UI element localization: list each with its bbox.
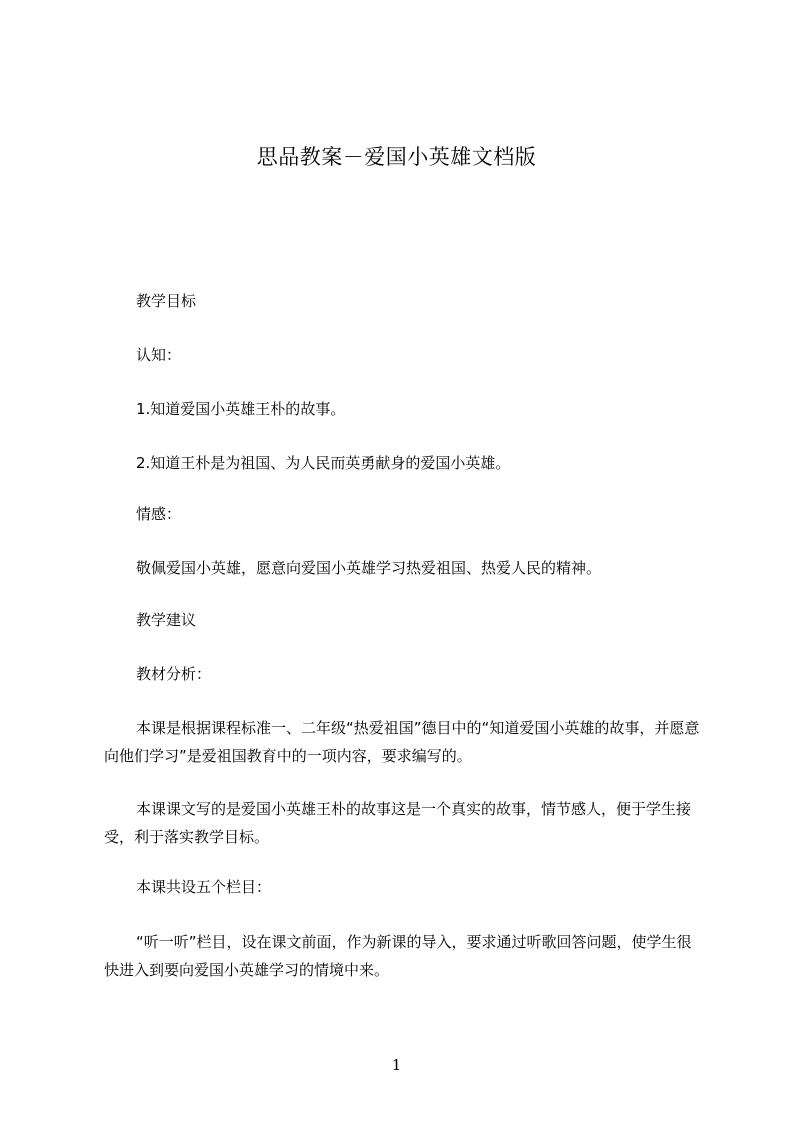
label-emotion: 情感： — [136, 505, 182, 523]
label-cognition: 认知： — [136, 346, 182, 364]
heading-teaching-suggestions: 教学建议 — [136, 611, 197, 629]
heading-teaching-objectives: 教学目标 — [136, 292, 197, 310]
label-material-analysis: 教材分析： — [136, 665, 212, 683]
paragraph-listen-section: “听一听”栏目，设在课文前面，作为新课的导入，要求通过听歌回答问题，使学生很快进入到要向爱国小英雄学习的情境中来。 — [104, 933, 692, 979]
emotion-text: 敬佩爱国小英雄，愿意向爱国小英雄学习热爱祖国、热爱人民的精神。 — [136, 559, 602, 577]
label-five-sections: 本课共设五个栏目： — [136, 878, 272, 896]
paragraph-curriculum-basis: 本课是根据课程标准一、二年级“热爱祖国”德目中的“知道爱国小英雄的故事，并愿意向他们学习”是爱祖国教育中的一项内容，要求编写的。 — [104, 719, 700, 765]
page-number: 1 — [391, 1056, 402, 1074]
paragraph-story-description: 本课课文写的是爱国小英雄王朴的故事这是一个真实的故事，情节感人，便于学生接受，利于落实教学目标。 — [104, 800, 692, 846]
document-title: 思品教案－爱国小英雄文档版 — [256, 145, 537, 169]
objective-item-1: 1.知道爱国小英雄王朴的故事。 — [136, 400, 346, 418]
objective-item-2: 2.知道王朴是为祖国、为人民而英勇献身的爱国小英雄。 — [136, 454, 511, 472]
